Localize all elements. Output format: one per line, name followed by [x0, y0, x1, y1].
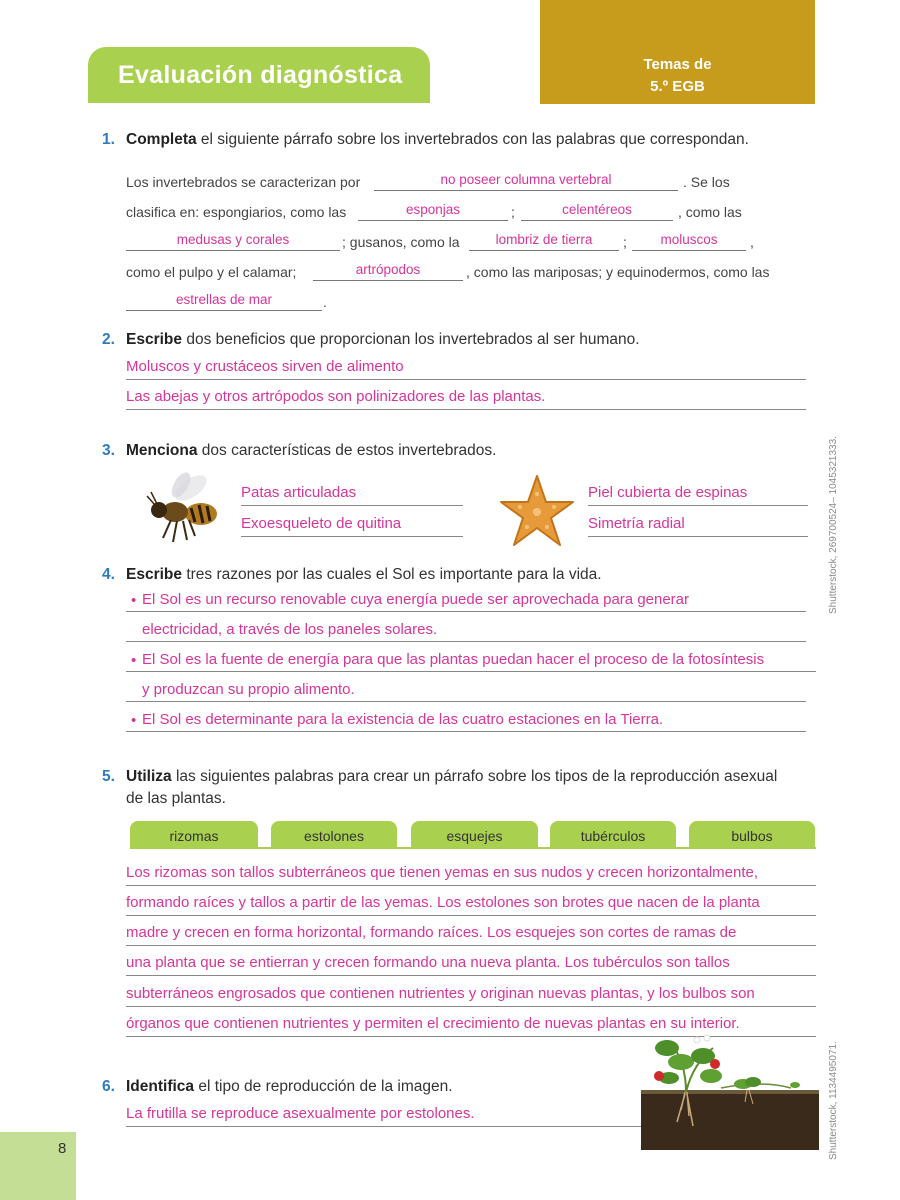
question-1 [102, 131, 749, 149]
q1-blank-8[interactable]: estrellas de mar [126, 292, 322, 311]
q1-text-9: como el pulpo y el calamar; [126, 264, 297, 280]
q1-blank-1[interactable]: no poseer columna vertebral [374, 172, 678, 191]
word-tab-esquejes: esquejes [411, 821, 538, 849]
starfish-answer-1[interactable]: Piel cubierta de espinas [588, 483, 808, 506]
q1-text-5: , como las [678, 204, 742, 220]
photo-credit-2: Shutterstock, 1134495071. [828, 1041, 839, 1160]
question-number: 4. [102, 566, 115, 583]
word-rule [130, 847, 816, 849]
question-prompt: dos beneficios que proporcionan los invertebrados al ser humano. [182, 331, 640, 348]
q1-text-8: , [750, 234, 754, 250]
q1-blank-4[interactable]: medusas y corales [126, 232, 340, 251]
word-tab-bulbos: bulbos [689, 821, 815, 849]
question-number: 1. [102, 131, 115, 148]
page-number-box [0, 1132, 76, 1200]
bullet-2: • [131, 652, 137, 669]
question-verb: Menciona [126, 442, 198, 459]
question-verb: Escribe [126, 566, 183, 583]
starfish-image [497, 472, 577, 550]
bullet-3: • [131, 712, 137, 729]
question-verb: Escribe [126, 331, 183, 348]
q4-line-2[interactable]: electricidad, a través de los paneles solares. [126, 620, 806, 642]
question-2 [102, 331, 640, 349]
word-tab-estolones: estolones [271, 821, 397, 849]
q4-line-4[interactable]: y produzcan su propio alimento. [126, 680, 806, 702]
q2-answer-1[interactable]: Moluscos y crustáceos sirven de alimento [126, 357, 806, 380]
q1-text-11: . [323, 294, 327, 310]
q1-text-3: clasifica en: espongiarios, como las [126, 204, 347, 220]
question-prompt: dos características de estos invertebrados. [197, 442, 497, 459]
q1-blank-7[interactable]: artrópodos [313, 262, 463, 281]
page-number: 8 [58, 1140, 67, 1157]
q1-blank-3[interactable]: celentéreos [521, 202, 673, 221]
q1-blank-5[interactable]: lombriz de tierra [469, 232, 619, 251]
q1-text-4: ; [511, 204, 515, 220]
question-verb: Completa [126, 131, 197, 148]
question-4 [102, 566, 602, 584]
q5-line-5[interactable]: subterráneos engrosados que contienen nutrientes y originan nuevas plantas, y los bulbos son [126, 984, 816, 1007]
question-5 [102, 768, 777, 786]
page-title-tab [88, 47, 430, 103]
q4-line-5[interactable]: El Sol es determinante para la existencia de las cuatro estaciones en la Tierra. [126, 710, 806, 732]
question-verb: Identifica [126, 1078, 195, 1095]
bee-answer-2[interactable]: Exoesqueleto de quitina [241, 514, 463, 537]
q5-line-4[interactable]: una planta que se entierran y crecen formando una nueva planta. Los tubérculos son tallos [126, 953, 816, 976]
q5-line-1[interactable]: Los rizomas son tallos subterráneos que tienen yemas en sus nudos y crecen horizontalmente, [126, 863, 816, 886]
question-3 [102, 442, 496, 460]
question-number: 5. [102, 768, 115, 785]
page-title: Evaluación diagnóstica [118, 61, 403, 89]
q4-line-3[interactable]: El Sol es la fuente de energía para que las plantas puedan hacer el proceso de la fotosíntesis [126, 650, 816, 672]
bee-answer-1[interactable]: Patas articuladas [241, 483, 463, 506]
word-tab-rizomas: rizomas [130, 821, 258, 849]
question-number: 2. [102, 331, 115, 348]
question-5-prompt-line-2: de las plantas. [126, 790, 226, 807]
question-6 [102, 1078, 453, 1096]
q2-answer-2[interactable]: Las abejas y otros artrópodos son polinizadores de las plantas. [126, 387, 806, 410]
strawberry-plant-image [641, 1032, 819, 1152]
bullet-1: • [131, 592, 137, 609]
topic-line-2: 5.º EGB [650, 78, 705, 95]
question-prompt: el tipo de reproducción de la imagen. [194, 1078, 453, 1095]
q5-line-6[interactable]: órganos que contienen nutrientes y permiten el crecimiento de nuevas plantas en su interior. [126, 1014, 816, 1037]
q5-line-3[interactable]: madre y crecen en forma horizontal, formando raíces. Los esquejes son cortes de ramas de [126, 923, 816, 946]
starfish-answer-2[interactable]: Simetría radial [588, 514, 808, 537]
question-number: 6. [102, 1078, 115, 1095]
bee-image [143, 470, 223, 548]
q1-text-6: ; gusanos, como la [342, 234, 460, 250]
question-verb: Utiliza [126, 768, 172, 785]
topic-box [540, 0, 815, 104]
q1-text-7: ; [623, 234, 627, 250]
q5-line-2[interactable]: formando raíces y tallos a partir de las yemas. Los estolones son brotes que nacen de la planta [126, 893, 816, 916]
question-number: 3. [102, 442, 115, 459]
photo-credit-1: Shutterstock, 269700524– 1045321333. [828, 436, 839, 614]
q1-text-10: , como las mariposas; y equinodermos, como las [466, 264, 770, 280]
q6-answer[interactable]: La frutilla se reproduce asexualmente por estolones. [126, 1104, 646, 1127]
word-tab-tuberculos: tubérculos [550, 821, 676, 849]
question-prompt: el siguiente párrafo sobre los invertebrados con las palabras que correspondan. [196, 131, 749, 148]
q1-text-1: Los invertebrados se caracterizan por [126, 174, 361, 190]
question-prompt: las siguientes palabras para crear un párrafo sobre los tipos de la reproducción asexual [171, 768, 778, 785]
topic-line-1: Temas de [643, 56, 712, 73]
question-prompt: tres razones por las cuales el Sol es importante para la vida. [182, 566, 602, 583]
title-rule [88, 101, 430, 103]
q1-text-2: . Se los [683, 174, 730, 190]
q4-line-1[interactable]: El Sol es un recurso renovable cuya energía puede ser aprovechada para generar [126, 590, 806, 612]
q1-blank-6[interactable]: moluscos [632, 232, 746, 251]
q1-blank-2[interactable]: esponjas [358, 202, 508, 221]
